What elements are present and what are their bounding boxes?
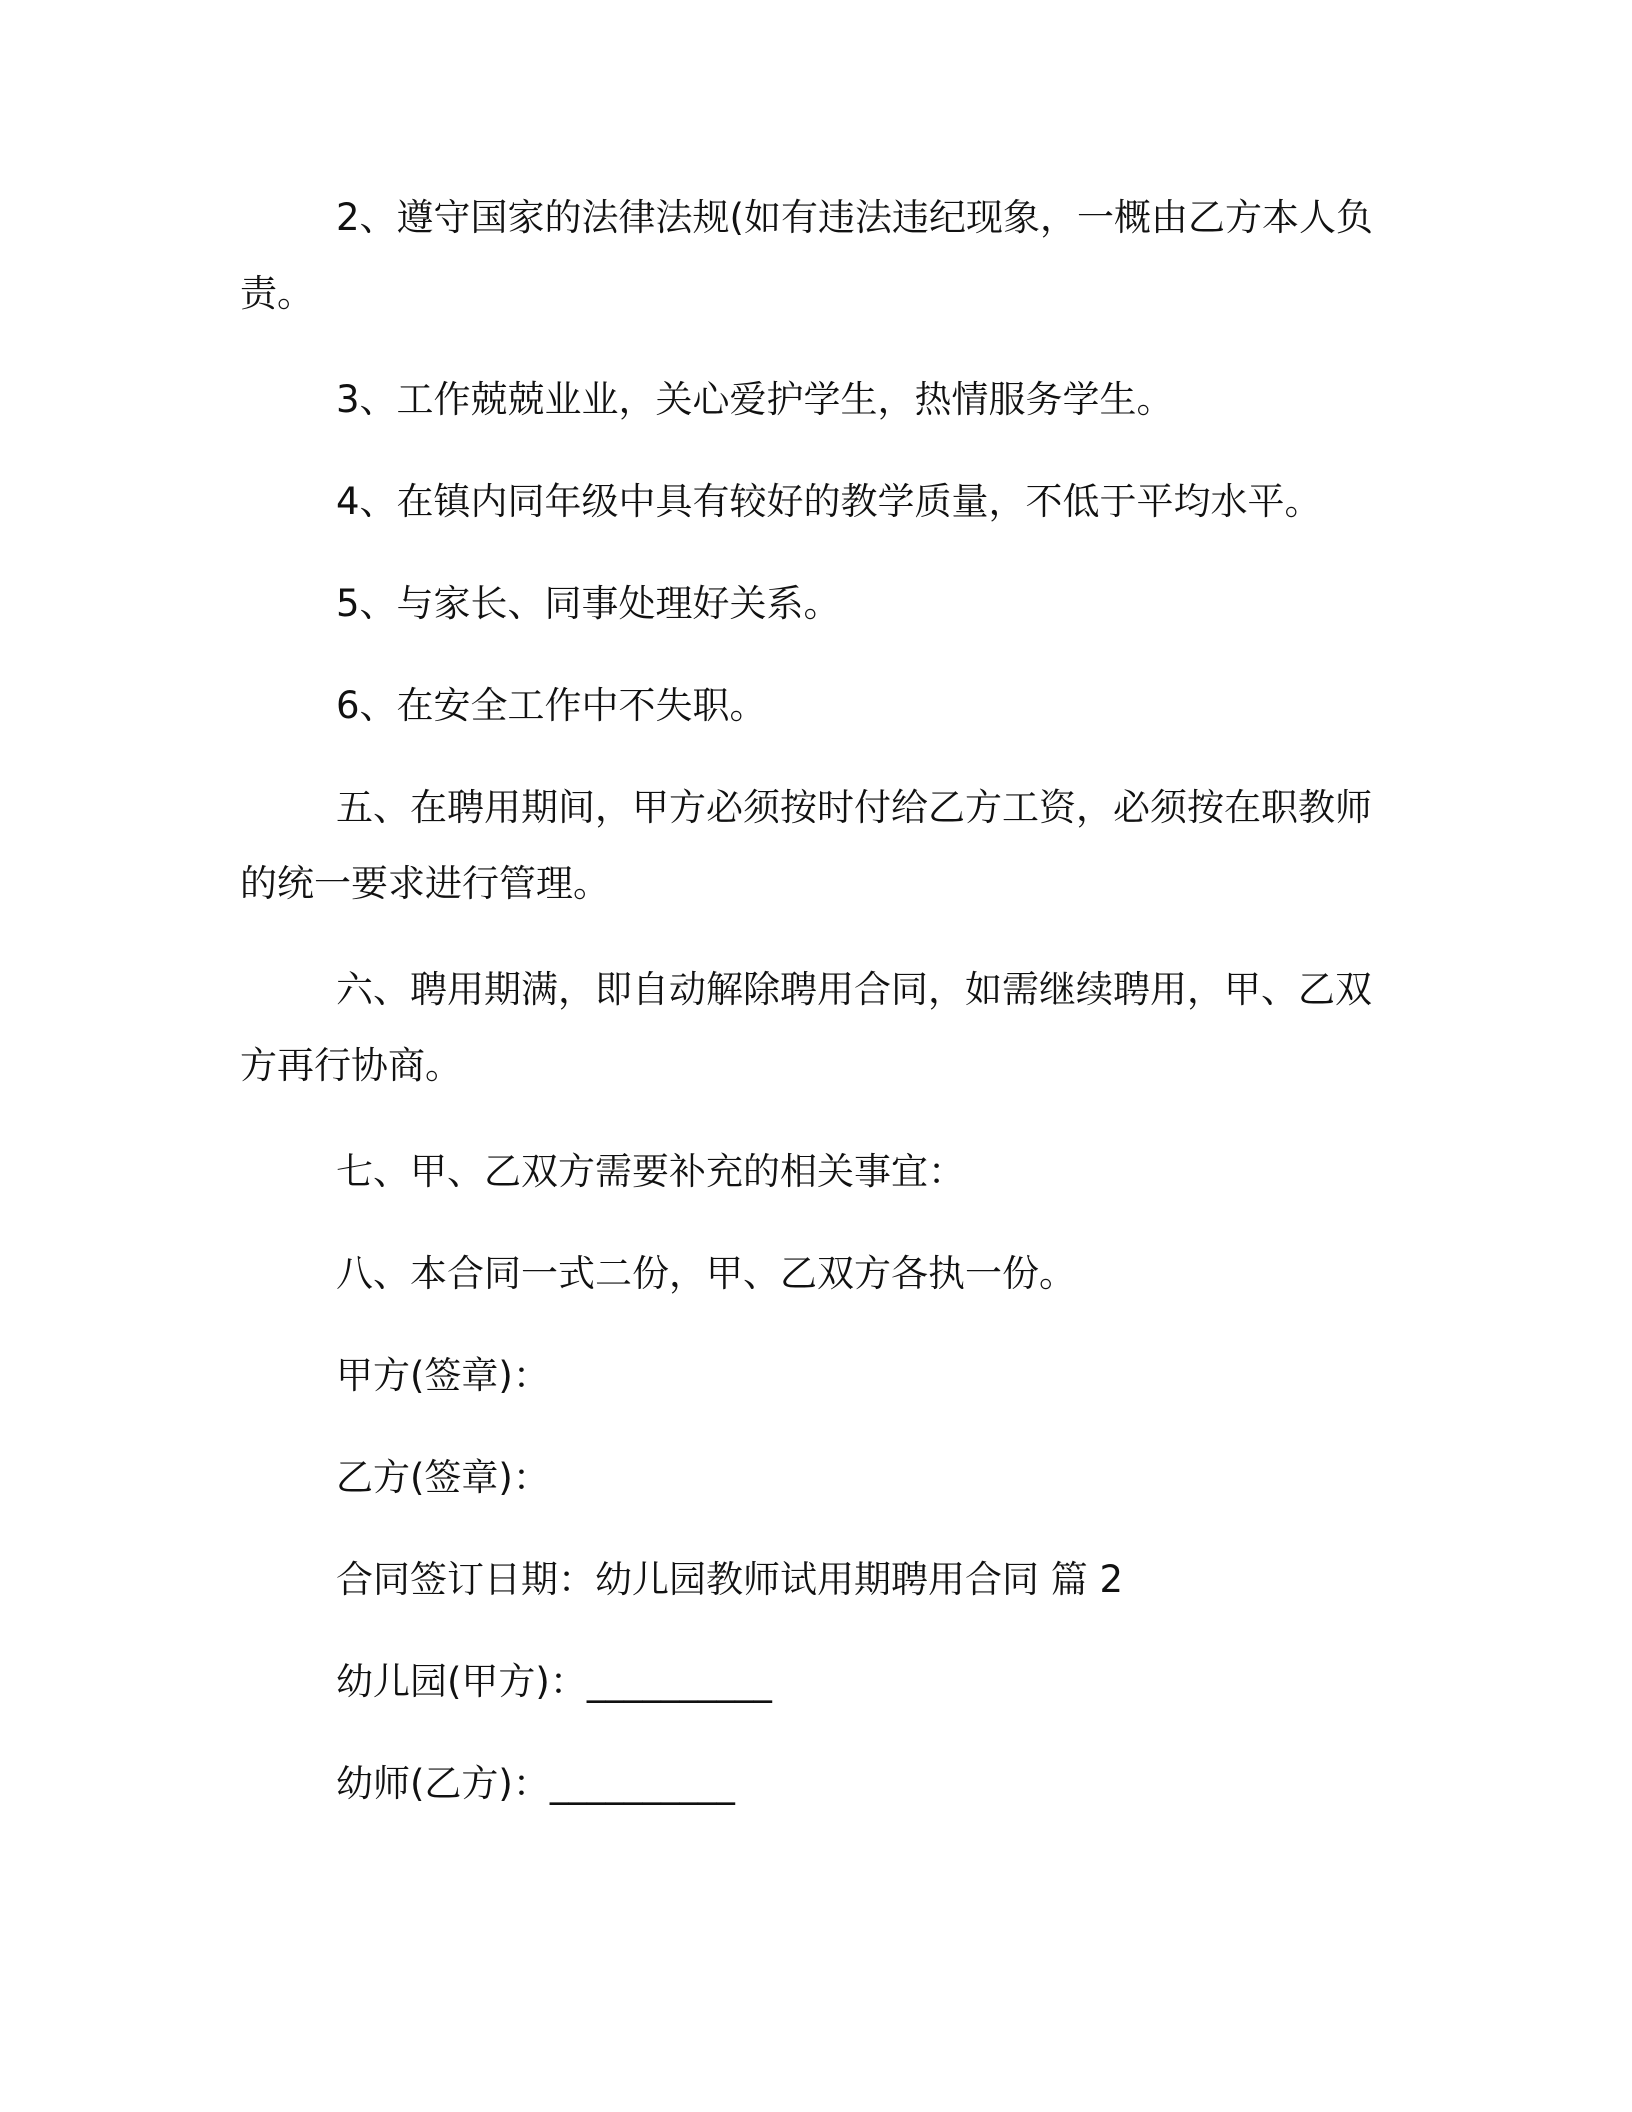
clause-4-teaching-quality: 4、在镇内同年级中具有较好的教学质量，不低于平均水平。 [336, 480, 1322, 523]
clause-3-diligence: 3、工作兢兢业业，关心爱护学生，热情服务学生。 [336, 378, 1174, 421]
article-8-copies: 八、本合同一式二份，甲、乙双方各执一份。 [336, 1252, 1076, 1295]
party-a-signature: 甲方(签章)： [336, 1354, 550, 1397]
article-7-supplementary: 七、甲、乙双方需要补充的相关事宜： [336, 1150, 965, 1193]
contract-date-line: 合同签订日期：幼儿园教师试用期聘用合同 篇 2 [336, 1558, 1124, 1601]
clause-6-safety: 6、在安全工作中不失职。 [336, 684, 767, 727]
article-5-salary: 五、在聘用期间，甲方必须按时付给乙方工资，必须按在职教师的统一要求进行管理。 [240, 786, 1372, 905]
clause-5-relationships: 5、与家长、同事处理好关系。 [336, 582, 841, 625]
kindergarten-party-a: 幼儿园(甲方)：__________ [336, 1660, 772, 1703]
party-b-signature: 乙方(签章)： [336, 1456, 550, 1499]
article-6-term-expiry: 六、聘用期满，即自动解除聘用合同，如需继续聘用，甲、乙双方再行协商。 [240, 968, 1372, 1087]
teacher-party-b: 幼师(乙方)：__________ [336, 1762, 735, 1805]
clause-2-law-compliance: 2、遵守国家的法律法规(如有违法违纪现象，一概由乙方本人负责。 [240, 196, 1373, 315]
